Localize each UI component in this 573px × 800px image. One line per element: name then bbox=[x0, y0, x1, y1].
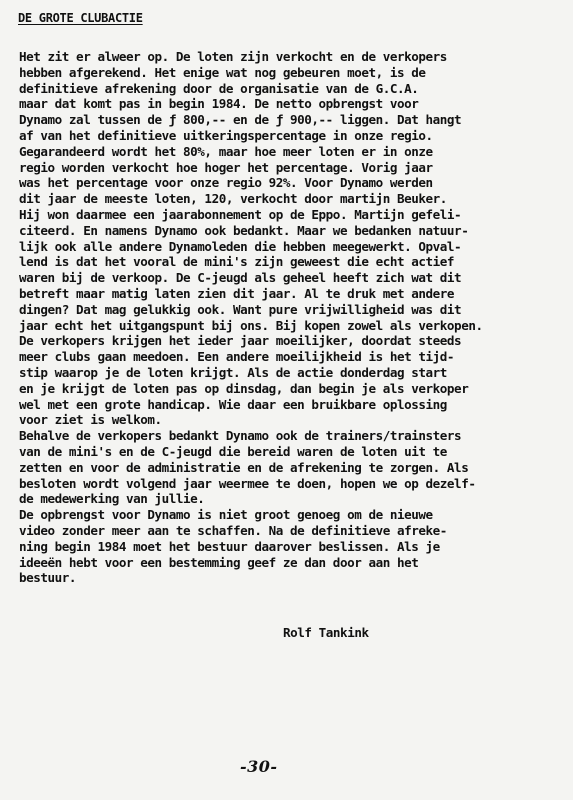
body-line: en je krijgt de loten pas op dinsdag, dan begin je als verkoper bbox=[19, 380, 469, 396]
body-line: citeerd. En namens Dynamo ook bedankt. Maar we bedanken natuur- bbox=[19, 222, 469, 238]
body-line: meer clubs gaan meedoen. Een andere moeilijkheid is het tijd- bbox=[19, 349, 455, 365]
author-signature: Rolf Tankink bbox=[283, 625, 369, 640]
page-number: -30- bbox=[240, 757, 278, 776]
body-line: besloten wordt volgend jaar weermee te doen, hopen we op dezelf- bbox=[19, 475, 476, 491]
article-body bbox=[19, 49, 564, 586]
body-line: was het percentage voor onze regio 92%. Voor Dynamo werden bbox=[19, 175, 433, 191]
body-line: regio worden verkocht hoe hoger het percentage. Vorig jaar bbox=[19, 159, 433, 175]
body-line: lend is dat het vooral de mini's zijn geweest die echt actief bbox=[19, 254, 455, 270]
article-title: DE GROTE CLUBACTIE bbox=[18, 11, 143, 25]
body-line: dit jaar de meeste loten, 120, verkocht door martijn Beuker. bbox=[19, 191, 447, 207]
body-line: dingen? Dat mag gelukkig ook. Want pure vrijwilligheid was dit bbox=[19, 301, 462, 317]
body-line: Behalve de verkopers bedankt Dynamo ook de trainers/trainsters bbox=[19, 428, 462, 444]
body-line: af van het definitieve uitkeringspercentage in onze regio. bbox=[19, 127, 433, 143]
body-line: jaar echt het uitgangspunt bij ons. Bij kopen zowel als verkopen. bbox=[19, 317, 483, 333]
body-line: Hij won daarmee een jaarabonnement op de Eppo. Martijn gefeli- bbox=[19, 206, 462, 222]
body-line: van de mini's en de C-jeugd die bereid waren de loten uit te bbox=[19, 443, 447, 459]
body-line: ideeën hebt voor een bestemming geef ze dan door aan het bbox=[19, 554, 419, 570]
body-line: Het zit er alweer op. De loten zijn verkocht en de verkopers bbox=[19, 49, 447, 64]
body-line: bestuur. bbox=[19, 570, 77, 586]
body-line: waren bij de verkoop. De C-jeugd als geheel heeft zich wat dit bbox=[19, 270, 462, 286]
body-line: de medewerking van jullie. bbox=[19, 491, 205, 507]
body-line: hebben afgerekend. Het enige wat nog gebeuren moet, is de bbox=[19, 64, 426, 80]
body-line: De verkopers krijgen het ieder jaar moeilijker, doordat steeds bbox=[19, 333, 462, 349]
body-line: voor ziet is welkom. bbox=[19, 412, 162, 428]
body-line: Gegarandeerd wordt het 80%, maar hoe meer loten er in onze bbox=[19, 143, 433, 159]
body-line: stip waarop je de loten krijgt. Als de actie donderdag start bbox=[19, 364, 447, 380]
body-line: betreft maar matig laten zien dit jaar. Al te druk met andere bbox=[19, 285, 455, 301]
body-line: lijk ook alle andere Dynamoleden die hebben meegewerkt. Opval- bbox=[19, 238, 462, 254]
body-line: zetten en voor de administratie en de afrekening te zorgen. Als bbox=[19, 459, 469, 475]
body-line: Dynamo zal tussen de ƒ 800,-- en de ƒ 900,-- liggen. Dat hangt bbox=[19, 112, 462, 128]
body-line: De opbrengst voor Dynamo is niet groot genoeg om de nieuwe bbox=[19, 507, 433, 523]
body-line: wel met een grote handicap. Wie daar een bruikbare oplossing bbox=[19, 396, 447, 412]
body-line: video zonder meer aan te schaffen. Na de definitieve afreke- bbox=[19, 522, 447, 538]
body-line: definitieve afrekening door de organisatie van de G.C.A. bbox=[19, 80, 419, 96]
body-line: maar dat komt pas in begin 1984. De netto opbrengst voor bbox=[19, 96, 419, 112]
body-line: ning begin 1984 moet het bestuur daarover beslissen. Als je bbox=[19, 538, 440, 554]
